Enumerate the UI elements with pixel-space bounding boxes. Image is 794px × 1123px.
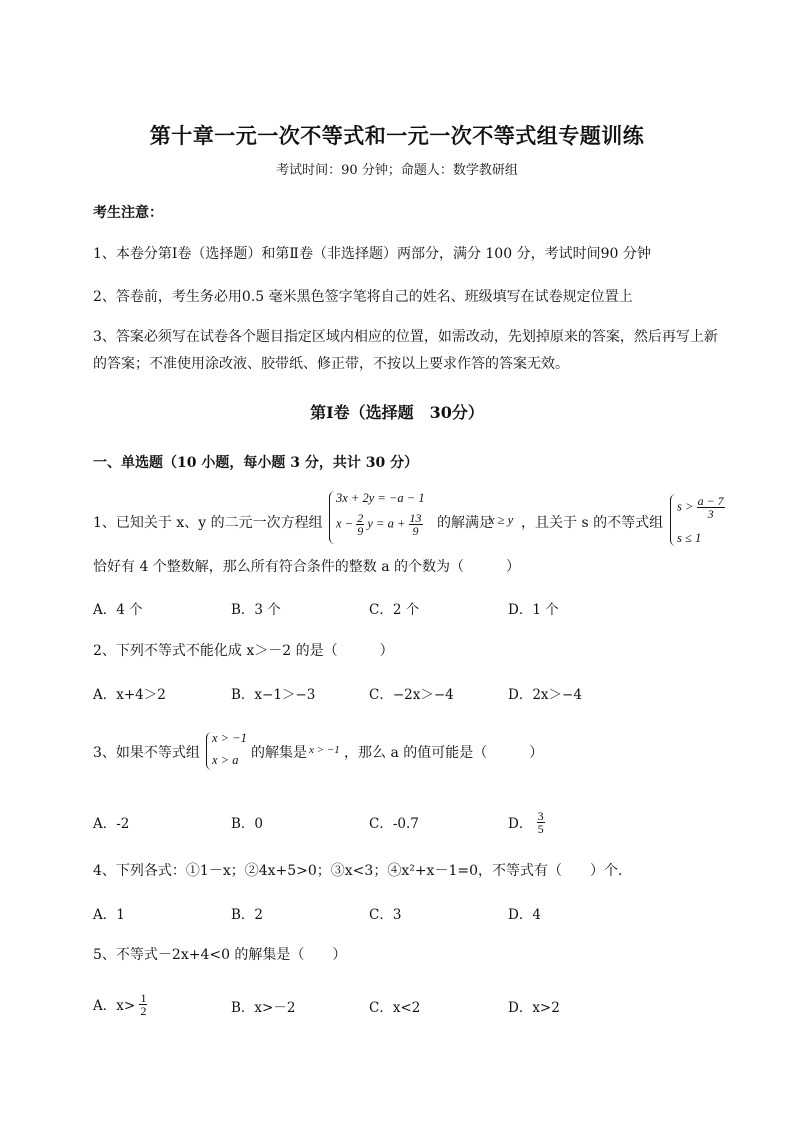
q1-option-c[interactable]: C．2 个 (369, 602, 420, 618)
q1-lead: 1、已知关于 x、y 的二元一次方程组 (93, 515, 323, 531)
q5-option-a[interactable] (93, 991, 147, 1019)
q5-option-a-frac: $\frac{1}{2}$ (140, 991, 147, 1018)
q1-mid: 的解满足 (437, 515, 493, 531)
q3-option-b[interactable]: B．0 (231, 816, 264, 832)
q1-eq2-part2: y = a + (367, 516, 406, 531)
q4-stem: 4、下列各式：①1－x；②4x+5>0；③x<3；④x²+x－1=0，不等式有（ ）个． (93, 863, 632, 879)
q5-option-b[interactable]: B．x>－2 (231, 1000, 296, 1016)
notice-heading: 考生注意： (93, 205, 163, 221)
q2-stem: 2、下列不等式不能化成 x＞－2 的是（ ） (93, 643, 394, 659)
q1-option-d[interactable]: D．1 个 (508, 602, 559, 618)
q1-line2: 恰好有 4 个整数解，那么所有符合条件的整数 a 的个数为（ ） (93, 559, 521, 575)
notice-item-3-cont: 的答案；不准使用涂改液、胶带纸、修正带，不按以上要求作答的答案无效。 (93, 356, 569, 372)
q5-option-c[interactable]: C．x<2 (369, 1000, 421, 1016)
q3-solution: x > −1 (309, 744, 340, 756)
q3-lead: 3、如果不等式组 (93, 745, 200, 761)
q1-ineq1-frac: $\frac{a - 7}{3}$ (697, 494, 724, 521)
q4-option-b[interactable]: B．2 (231, 907, 264, 923)
q4-option-c[interactable]: C．3 (369, 907, 402, 923)
q1-ineq1-part: s > (677, 499, 694, 514)
notice-item-3: 3、答案必须写在试卷各个题目指定区域内相应的位置，如需改动，先划掉原来的答案，然后再写上新 (93, 329, 718, 345)
q5-option-d[interactable]: D．x>2 (508, 1000, 560, 1016)
q1-option-b[interactable]: B．3 个 (231, 602, 281, 618)
q2-option-b[interactable]: B．x−1＞−3 (231, 687, 316, 703)
question-type-heading: 一、单选题（10 小题，每小题 3 分，共计 30 分） (93, 455, 419, 471)
q1-eq2-frac1: $\frac{2}{9}$ (357, 511, 364, 538)
q3-option-a[interactable]: A．-2 (93, 816, 130, 832)
q5-stem: 5、不等式－2x+4<0 的解集是（ ） (93, 947, 347, 963)
q2-option-d[interactable]: D．2x＞−4 (508, 687, 582, 703)
q3-option-d-frac: $\frac{3}{5}$ (537, 809, 544, 836)
q3-line1: x > −1 (212, 731, 247, 745)
q2-option-c[interactable]: C．−2x＞−4 (369, 687, 454, 703)
q4-option-a[interactable]: A．1 (93, 907, 125, 923)
q4-option-d[interactable]: D．4 (508, 907, 541, 923)
q1-eq1: 3x + 2y = −a − 1 (336, 491, 425, 505)
q1-ineq2: s ≤ 1 (677, 531, 702, 545)
q1-mid2: ，且关于 s 的不等式组 (521, 515, 664, 531)
q3-tail: ，那么 a 的值可能是（ ） (344, 745, 544, 761)
q1-eq2-part1: x − (336, 516, 354, 531)
exam-info: 考试时间：90 分钟；命题人：数学教研组 (276, 163, 518, 178)
q5-option-a-label: A．x> (93, 998, 136, 1014)
q1-ineq-brace (670, 494, 677, 546)
notice-item-1: 1、本卷分第Ⅰ卷（选择题）和第Ⅱ卷（非选择题）两部分，满分 100 分，考试时间90 分钟 (93, 246, 651, 262)
section-heading: 第Ⅰ卷（选择题 30分） (310, 403, 484, 422)
q1-eq2 (336, 512, 423, 537)
q3-option-d-label: D． (508, 816, 533, 832)
q3-line2: x > a (212, 753, 239, 767)
q1-eq2-frac2: $\frac{13}{9}$ (409, 511, 422, 538)
q3-option-c[interactable]: C．-0.7 (369, 816, 419, 832)
page-title: 第十章一元一次不等式和一元一次不等式组专题训练 (149, 123, 645, 148)
q3-option-d[interactable] (508, 809, 545, 837)
q1-condition: x ≥ y (489, 513, 514, 527)
notice-item-2: 2、答卷前，考生务必用0.5 毫米黑色签字笔将自己的姓名、班级填写在试卷规定位置上 (93, 289, 633, 305)
q1-system-brace (329, 491, 336, 544)
q1-ineq1 (677, 495, 725, 520)
q3-mid: 的解集是 (251, 745, 307, 761)
q2-option-a[interactable]: A．x+4＞2 (93, 687, 166, 703)
q1-option-a[interactable]: A．4 个 (93, 602, 143, 618)
